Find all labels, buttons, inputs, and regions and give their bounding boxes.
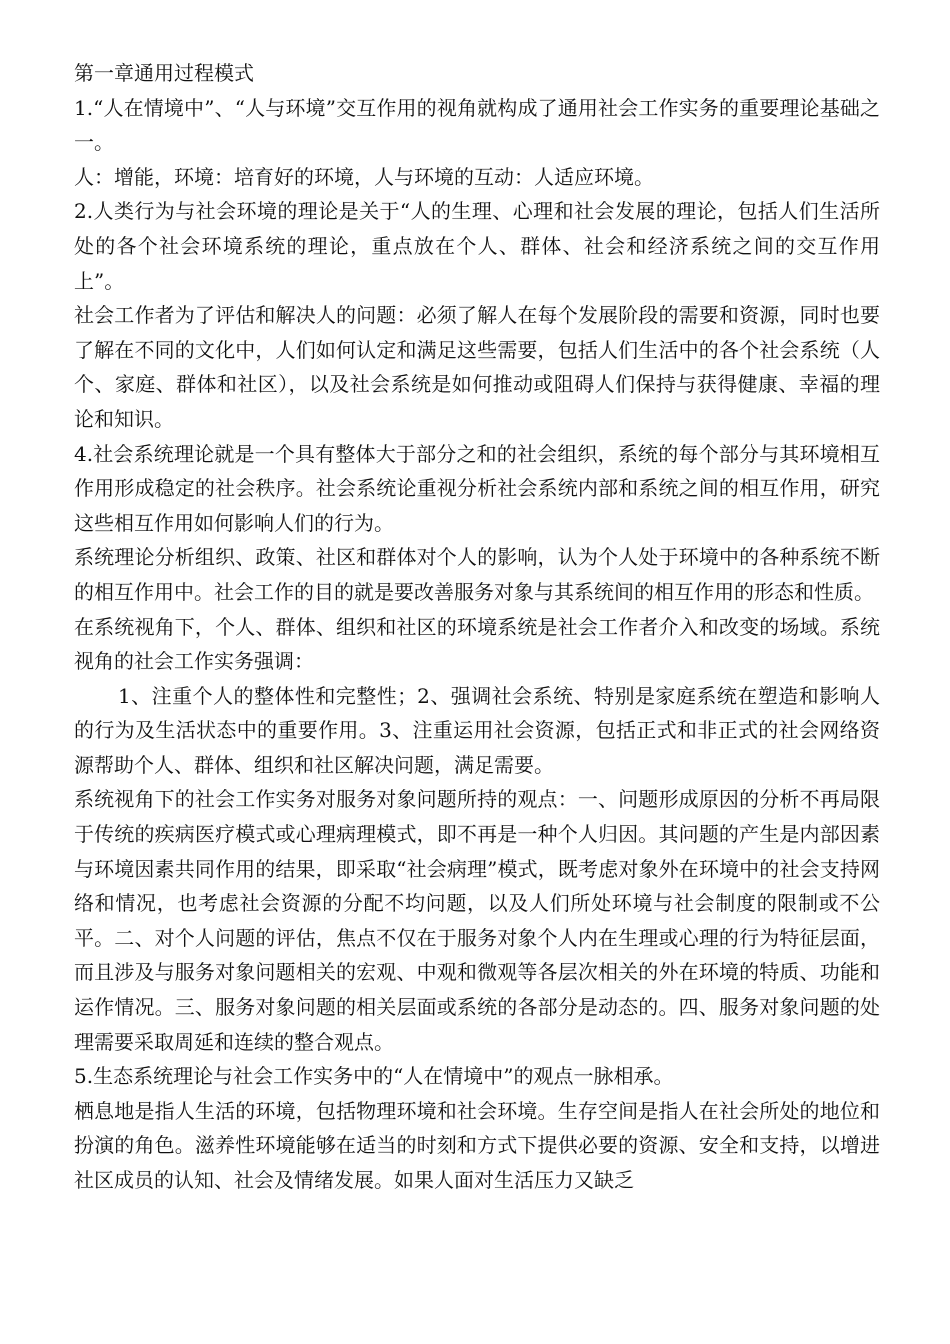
paragraph-7: 在系统视角下，个人、群体、组织和社区的环境系统是社会工作者介入和改变的场域。系统视角的社会工作实务强调：: [74, 614, 880, 674]
paragraph-4: 社会工作者为了评估和解决人的问题：必须了解人在每个发展阶段的需要和资源，同时也要了解在不同的文化中，人们如何认定和满足这些需要，包括人们生活中的各个社会系统（人个、家庭、群体和社区），以及社会系统是如何推动或阻碍人们保持与获得健康、幸福的理论和知识。: [74, 303, 880, 431]
chapter-title: 第一章通用过程模式: [74, 61, 254, 85]
paragraph-3: 2.人类行为与社会环境的理论是关于“人的生理、心理和社会发展的理论，包括人们生活所处的各个社会环境系统的理论，重点放在个人、群体、社会和经济系统之间的交互作用上”。: [74, 199, 880, 293]
document-page: [74, 56, 880, 1198]
paragraph-6: 系统理论分析组织、政策、社区和群体对个人的影响，认为个人处于环境中的各种系统不断的相互作用中。社会工作的目的就是要改善服务对象与其系统间的相互作用的形态和性质。: [74, 545, 880, 604]
paragraph-5: 4.社会系统理论就是一个具有整体大于部分之和的社会组织，系统的每个部分与其环境相互作用形成稳定的社会秩序。社会系统论重视分析社会系统内部和系统之间的相互作用，研究这些相互作用如何影响人们的行为。: [74, 441, 880, 535]
paragraph-8: 1、注重个人的整体性和完整性；2、强调社会系统、特别是家庭系统在塑造和影响人的行为及生活状态中的重要作用。3、注重运用社会资源，包括正式和非正式的社会网络资源帮助个人、群体、组织和社区解决问题，满足需要。: [74, 683, 880, 777]
paragraph-10: 5.生态系统理论与社会工作实务中的“人在情境中”的观点一脉相承。: [74, 1064, 674, 1089]
paragraph-9: 系统视角下的社会工作实务对服务对象问题所持的观点：一、问题形成原因的分析不再局限于传统的疾病医疗模式或心理病理模式，即不再是一种个人归因。其问题的产生是内部因素与环境因素共同作用的结果，即采取“社会病理”模式，既考虑对象外在环境中的社会支持网络和情况，也考虑社会资源的分配不均问题，以及人们所处环境与社会制度的限制或不公平。二、对个人问题的评估，焦点不仅在于服务对象个人内在生理或心理的行为特征层面，而且涉及与服务对象问题相关的宏观、中观和微观等各层次相关的外在环境的特质、功能和运作情况。三、服务对象问题的相关层面或系统的各部分是动态的。四、服务对象问题的处理需要采取周延和连续的整合观点。: [74, 787, 880, 1054]
paragraph-1: 1.“人在情境中”、“人与环境”交互作用的视角就构成了通用社会工作实务的重要理论基础之一。: [74, 95, 880, 155]
paragraph-2: 人：增能，环境：培育好的环境，人与环境的互动：人适应环境。: [74, 164, 654, 189]
paragraph-11: 栖息地是指人生活的环境，包括物理环境和社会环境。生存空间是指人在社会所处的地位和扮演的角色。滋养性环境能够在适当的时刻和方式下提供必要的资源、安全和支持，以增进社区成员的认知、社会及情绪发展。如果人面对生活压力又缺乏: [74, 1098, 880, 1192]
